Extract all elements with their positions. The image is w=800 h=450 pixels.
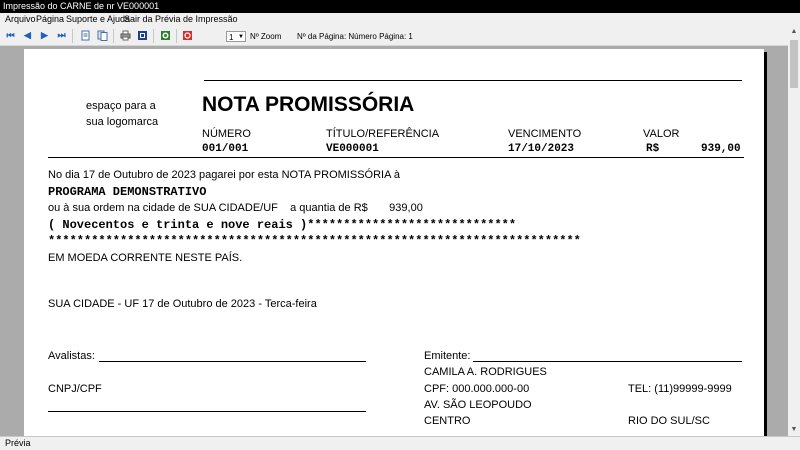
value-numero: 001/001 xyxy=(202,143,249,155)
menu-pagina[interactable]: Página xyxy=(36,14,65,24)
document-title: NOTA PROMISSÓRIA xyxy=(202,93,415,116)
single-page-icon[interactable] xyxy=(80,30,91,41)
emitente-name: CAMILA A. RODRIGUES xyxy=(424,366,547,378)
first-page-icon[interactable]: ⏮ xyxy=(6,30,15,40)
scroll-thumb[interactable] xyxy=(790,40,798,88)
value-currency: R$ xyxy=(646,143,660,155)
export-excel-icon[interactable] xyxy=(160,30,171,41)
emitente-tel: TEL: (11)99999-9999 xyxy=(628,383,732,395)
emitente-address: AV. SÃO LEOPOUDO xyxy=(424,399,532,411)
menu-bar xyxy=(0,13,800,26)
status-bar: Prévia xyxy=(0,436,800,450)
label-numero: NÚMERO xyxy=(202,128,251,140)
value-valor: 939,00 xyxy=(701,143,741,155)
body-line-3: ou à sua ordem na cidade de SUA CIDADE/UF a quantia de R$ 939,00 xyxy=(48,202,423,214)
logo-line-1: espaço para a xyxy=(86,100,156,112)
amount-in-words: ( Novecentos e trinta e nove reais )***************************** xyxy=(48,218,517,232)
cnpj-label: CNPJ/CPF xyxy=(48,383,102,395)
label-titulo: TÍTULO/REFERÊNCIA xyxy=(326,128,440,140)
menu-suporte[interactable]: Suporte e Ajuda xyxy=(66,14,131,24)
toolbar-separator xyxy=(113,29,114,43)
scroll-down-icon[interactable]: ▼ xyxy=(790,426,798,433)
label-vencimento: VENCIMENTO xyxy=(508,128,582,140)
preview-area[interactable] xyxy=(0,46,788,436)
emitente-cpf: CPF: 000.000.000-00 xyxy=(424,383,530,395)
toolbar-separator xyxy=(153,29,154,43)
toolbar-separator xyxy=(72,29,73,43)
two-pages-icon[interactable] xyxy=(97,30,108,41)
zoom-label: Nº Zoom xyxy=(250,32,282,41)
menu-arquivo[interactable]: Arquivo xyxy=(5,14,36,24)
print-setup-icon[interactable] xyxy=(137,30,148,41)
scroll-up-icon[interactable]: ▲ xyxy=(790,28,798,35)
preview-page xyxy=(24,49,764,436)
beneficiary: PROGRAMA DEMONSTRATIVO xyxy=(48,185,207,199)
emitente-label: Emitente: xyxy=(424,350,471,362)
label-valor: VALOR xyxy=(643,128,680,140)
last-page-icon[interactable]: ⏭ xyxy=(57,30,66,40)
zoom-value: 1 xyxy=(229,33,234,42)
value-titulo: VE000001 xyxy=(326,143,379,155)
window-title: Impressão do CARNE de nr VE000001 xyxy=(0,0,800,13)
next-page-icon[interactable]: ▶ xyxy=(41,30,48,40)
logo-line-2: sua logomarca xyxy=(86,116,159,128)
page-info: Nº da Página: Número Página: 1 xyxy=(297,32,413,41)
close-preview-icon[interactable] xyxy=(182,30,193,41)
body-line-1: No dia 17 de Outubro de 2023 pagarei por esta NOTA PROMISSÓRIA à xyxy=(48,169,400,181)
vertical-scrollbar[interactable] xyxy=(788,26,800,436)
amount-fill-stars: ************************************************************************** xyxy=(48,234,581,248)
avalistas-signature-line xyxy=(99,361,366,362)
date-line: SUA CIDADE - UF 17 de Outubro de 2023 - Terca-feira xyxy=(48,298,317,310)
prev-page-icon[interactable]: ◀ xyxy=(24,30,31,40)
top-rule xyxy=(204,80,742,81)
cnpj-signature-line xyxy=(48,411,366,412)
print-icon[interactable] xyxy=(120,30,131,41)
chevron-down-icon: ▼ xyxy=(238,34,244,40)
zoom-select[interactable] xyxy=(226,31,246,42)
avalistas-label: Avalistas: xyxy=(48,350,95,362)
menu-sair-previa[interactable]: Sair da Prévia de Impressão xyxy=(124,14,238,24)
body-line-5: EM MOEDA CORRENTE NESTE PAÍS. xyxy=(48,252,243,264)
value-vencimento: 17/10/2023 xyxy=(508,143,575,155)
toolbar-separator xyxy=(176,29,177,43)
header-rule xyxy=(48,157,744,158)
emitente-bairro: CENTRO xyxy=(424,415,471,427)
emitente-city: RIO DO SUL/SC xyxy=(628,415,710,427)
emitente-signature-line xyxy=(473,361,742,362)
